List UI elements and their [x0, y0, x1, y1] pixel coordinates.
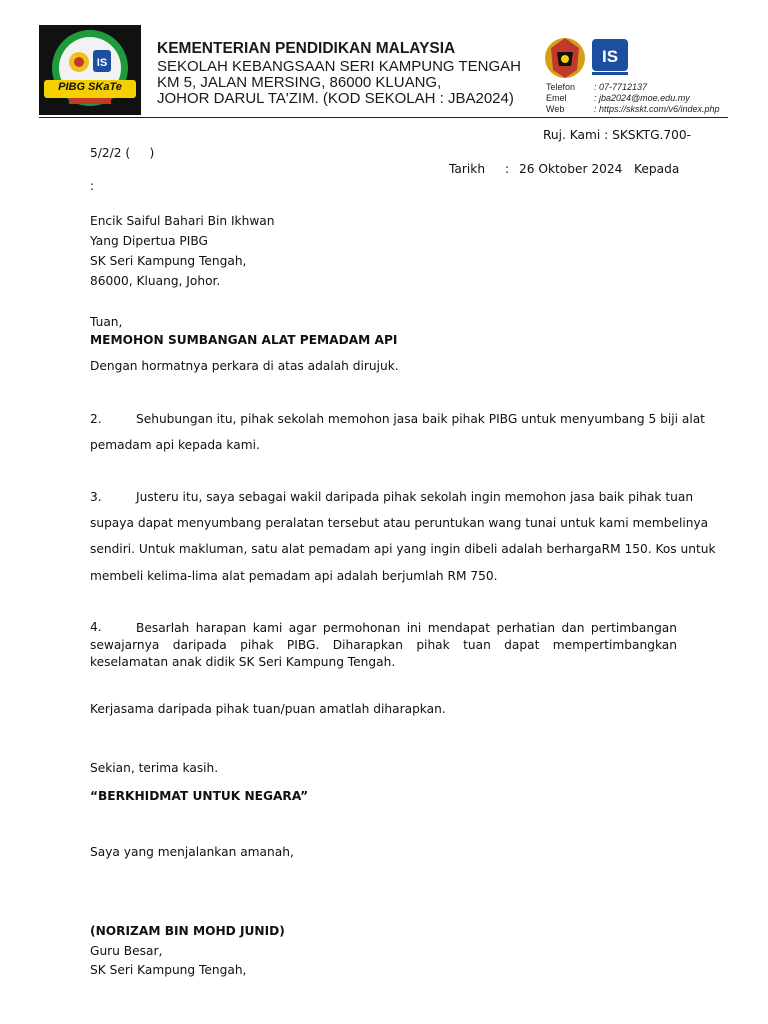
- school-name: SEKOLAH KEBANGSAAN SERI KAMPUNG TENGAH: [157, 58, 521, 75]
- contact-email: Emel : jba2024@moe.edu.my: [546, 93, 690, 103]
- state-crest: [543, 34, 587, 80]
- school-badge-icon: [590, 37, 630, 77]
- recipient-label: Kepada: [634, 162, 680, 176]
- date-label: Tarikh: [449, 162, 486, 176]
- school-crest: [590, 37, 630, 77]
- signer-name: (NORIZAM BIN MOHD JUNID): [90, 924, 285, 938]
- reference-number: Ruj. Kami : SKSKTG.700-: [543, 128, 692, 142]
- pibg-logo-text: PIBG SKaTe: [58, 81, 122, 93]
- signature-intro: Saya yang menjalankan amanah,: [90, 845, 294, 859]
- paragraph-2-line1: Sehubungan itu, pihak sekolah memohon jasa baik pihak PIBG untuk menyumbang 5 biji alat: [136, 412, 705, 426]
- contact-block: [546, 82, 720, 115]
- closing: Sekian, terima kasih.: [90, 761, 219, 775]
- school-address-line1: KM 5, JALAN MERSING, 86000 KLUANG,: [157, 74, 442, 91]
- paragraph-4-number: 4.: [90, 620, 102, 634]
- paragraph-4-line1: Besarlah harapan kami agar permohonan ini mendapat perhatian dan pertimbangan: [136, 621, 677, 635]
- svg-text:IS: IS: [601, 47, 619, 66]
- ministry-name: KEMENTERIAN PENDIDIKAN MALAYSIA: [157, 40, 456, 57]
- paragraph-4-line3: keselamatan anak didik SK Seri Kampung Tengah.: [90, 655, 396, 669]
- reference-number-cont: 5/2/2 ( ): [90, 146, 155, 160]
- paragraph-3-line2: supaya dapat menyumbang peralatan tersebut atau peruntukan wang tunai untuk kami membelinya: [90, 516, 709, 530]
- school-address-line2: JOHOR DARUL TA'ZIM. (KOD SEKOLAH : JBA2024): [157, 90, 514, 107]
- motto: “BERKHIDMAT UNTUK NEGARA”: [90, 789, 309, 803]
- paragraph-3-line3: sendiri. Untuk makluman, satu alat pemadam api yang ingin dibeli adalah berhargaRM 150. Kos untuk: [90, 542, 716, 556]
- date-separator: :: [505, 162, 510, 176]
- paragraph-3-number: 3.: [90, 490, 102, 504]
- pibg-emblem-icon: [39, 25, 141, 115]
- johor-crest-icon: [543, 34, 587, 80]
- header-divider: [39, 117, 728, 118]
- recipient-school: SK Seri Kampung Tengah,: [90, 254, 247, 268]
- recipient-colon: :: [90, 179, 95, 193]
- paragraph-3-line4: membeli kelima-lima alat pemadam api adalah berjumlah RM 750.: [90, 569, 498, 583]
- letter-subject: MEMOHON SUMBANGAN ALAT PEMADAM API: [90, 333, 398, 347]
- paragraph-2-line2: pemadam api kepada kami.: [90, 438, 260, 452]
- contact-phone: Telefon : 07-7712137: [546, 82, 648, 92]
- signer-title: Guru Besar,: [90, 944, 163, 958]
- pibg-logo: [39, 25, 141, 115]
- paragraph-3-line1: Justeru itu, saya sebagai wakil daripada pihak sekolah ingin memohon jasa baik pihak tuan: [136, 490, 694, 504]
- paragraph-5: Kerjasama daripada pihak tuan/puan amatlah diharapkan.: [90, 702, 446, 716]
- letter-date: 26 Oktober 2024: [519, 162, 623, 176]
- contact-web: Web : https://skskt.com/v6/index.php: [546, 104, 720, 114]
- paragraph-1: Dengan hormatnya perkara di atas adalah dirujuk.: [90, 359, 399, 373]
- recipient-address: 86000, Kluang, Johor.: [90, 274, 221, 288]
- recipient-title: Yang Dipertua PIBG: [90, 234, 208, 248]
- paragraph-4-line2: sewajarnya daripada pihak PIBG. Diharapkan pihak tuan dapat mempertimbangkan: [90, 638, 677, 652]
- salutation: Tuan,: [90, 315, 123, 329]
- svg-text:IS: IS: [96, 57, 108, 69]
- signer-school: SK Seri Kampung Tengah,: [90, 963, 247, 977]
- recipient-name: Encik Saiful Bahari Bin Ikhwan: [90, 214, 275, 228]
- paragraph-2-number: 2.: [90, 412, 102, 426]
